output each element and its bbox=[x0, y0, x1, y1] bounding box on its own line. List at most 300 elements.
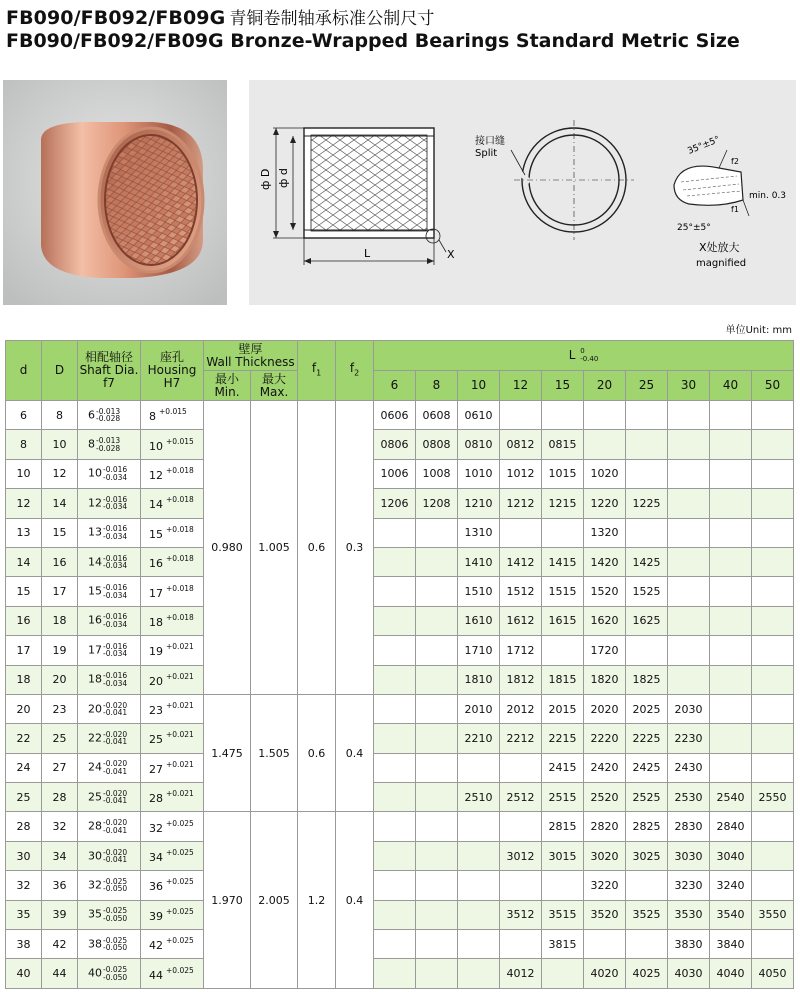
cell-code: 2020 bbox=[584, 694, 626, 723]
cell-code bbox=[416, 783, 458, 812]
shaft-tol-upper: -0.016 bbox=[103, 612, 128, 622]
technical-drawing bbox=[249, 80, 796, 305]
cell-housing bbox=[141, 430, 204, 459]
cell-code: 2825 bbox=[626, 812, 668, 841]
shaft-value: 14 bbox=[88, 555, 102, 569]
cell-code: 1710 bbox=[458, 636, 500, 665]
cell-code: 4020 bbox=[584, 959, 626, 988]
cell-code bbox=[584, 430, 626, 459]
cell-code bbox=[710, 636, 752, 665]
phi-D-label: ф D bbox=[259, 168, 272, 190]
cell-code: 3530 bbox=[668, 900, 710, 929]
cell-code bbox=[668, 577, 710, 606]
shaft-tol-upper: -0.016 bbox=[103, 553, 128, 563]
wall-en: Wall Thickness bbox=[206, 354, 295, 369]
cell-code bbox=[710, 547, 752, 576]
shaft-tol-upper: -0.013 bbox=[96, 406, 121, 416]
cell-housing bbox=[141, 783, 204, 812]
cell-shaft bbox=[78, 606, 141, 635]
cell-code: 3220 bbox=[584, 871, 626, 900]
cell-code bbox=[374, 694, 416, 723]
table-row bbox=[6, 459, 794, 488]
col-wall bbox=[204, 341, 298, 371]
housing-en: Housing bbox=[147, 363, 197, 377]
cell-code bbox=[542, 518, 584, 547]
cell-code: 2012 bbox=[500, 694, 542, 723]
shaft-tol-upper: -0.025 bbox=[103, 935, 128, 945]
min-label: min. 0.3 bbox=[749, 191, 787, 201]
table-row bbox=[6, 783, 794, 812]
cell-shaft bbox=[78, 783, 141, 812]
cell-housing bbox=[141, 694, 204, 723]
cell-code: 1525 bbox=[626, 577, 668, 606]
cell-code: 3025 bbox=[626, 841, 668, 870]
shaft-en: Shaft Dia. bbox=[79, 363, 139, 377]
cell-code bbox=[752, 812, 794, 841]
cell-D: 10 bbox=[42, 430, 78, 459]
cell-code bbox=[416, 694, 458, 723]
L-label: L bbox=[364, 247, 371, 260]
cell-code bbox=[710, 401, 752, 430]
cell-code bbox=[626, 518, 668, 547]
cell-code bbox=[374, 547, 416, 576]
shaft-tol-lower: -0.041 bbox=[103, 796, 128, 806]
cell-shaft bbox=[78, 665, 141, 694]
cell-f1: 1.2 bbox=[298, 812, 336, 988]
cell-shaft bbox=[78, 900, 141, 929]
table-row bbox=[6, 812, 794, 841]
cell-code bbox=[374, 930, 416, 959]
cell-code: 3230 bbox=[668, 871, 710, 900]
housing-value: 42 bbox=[149, 939, 163, 953]
cell-D: 44 bbox=[42, 959, 78, 988]
L-tol-upper: 0 bbox=[580, 347, 585, 355]
cell-housing bbox=[141, 489, 204, 518]
cell-d: 8 bbox=[6, 430, 42, 459]
housing-tol: +0.021 bbox=[166, 701, 194, 711]
L-head: L bbox=[568, 348, 576, 362]
cell-code: 3540 bbox=[710, 900, 752, 929]
magnified-en-label: magnified bbox=[696, 258, 747, 269]
col-L-25: 25 bbox=[626, 371, 668, 401]
housing-tol: +0.018 bbox=[166, 612, 194, 622]
cell-code bbox=[752, 871, 794, 900]
cell-D: 20 bbox=[42, 665, 78, 694]
cell-code: 1208 bbox=[416, 489, 458, 518]
cell-code bbox=[416, 753, 458, 782]
cell-D: 39 bbox=[42, 900, 78, 929]
cell-code: 3520 bbox=[584, 900, 626, 929]
unit-note: 单位Unit: mm bbox=[725, 325, 792, 336]
cell-f2: 0.4 bbox=[336, 812, 374, 988]
cell-code: 1512 bbox=[500, 577, 542, 606]
cell-code bbox=[416, 577, 458, 606]
cell-code: 1012 bbox=[500, 459, 542, 488]
bearing-photo bbox=[3, 80, 227, 305]
table-row bbox=[6, 724, 794, 753]
housing-tol: +0.021 bbox=[166, 789, 194, 799]
housing-value: 18 bbox=[149, 615, 163, 629]
cell-shaft bbox=[78, 430, 141, 459]
cell-D: 34 bbox=[42, 841, 78, 870]
housing-value: 19 bbox=[149, 645, 163, 659]
cell-housing bbox=[141, 636, 204, 665]
angle-35-label: 35°±5° bbox=[686, 134, 722, 157]
cell-code: 0606 bbox=[374, 401, 416, 430]
cell-D: 36 bbox=[42, 871, 78, 900]
cell-code bbox=[374, 724, 416, 753]
shaft-value: 16 bbox=[88, 613, 102, 627]
cell-housing bbox=[141, 606, 204, 635]
cell-code bbox=[458, 753, 500, 782]
magnified-cn-label: X处放大 bbox=[699, 241, 740, 254]
cell-code bbox=[626, 871, 668, 900]
cell-code: 2015 bbox=[542, 694, 584, 723]
cell-code: 1425 bbox=[626, 547, 668, 576]
shaft-tol-lower: -0.041 bbox=[103, 737, 128, 747]
shaft-tol-upper: -0.016 bbox=[103, 583, 128, 593]
cell-code: 3830 bbox=[668, 930, 710, 959]
cell-code bbox=[752, 577, 794, 606]
table-row bbox=[6, 577, 794, 606]
cell-code: 1612 bbox=[500, 606, 542, 635]
cell-d: 16 bbox=[6, 606, 42, 635]
cell-code bbox=[626, 459, 668, 488]
bearing-dimension-diagram bbox=[249, 80, 796, 305]
cell-code bbox=[626, 430, 668, 459]
shaft-tol-lower: -0.050 bbox=[103, 972, 128, 982]
cell-code: 1820 bbox=[584, 665, 626, 694]
cell-code bbox=[710, 577, 752, 606]
cell-code bbox=[458, 959, 500, 988]
cell-code: 1206 bbox=[374, 489, 416, 518]
housing-value: 10 bbox=[149, 439, 163, 453]
cell-code: 3512 bbox=[500, 900, 542, 929]
cell-D: 28 bbox=[42, 783, 78, 812]
cell-min: 1.970 bbox=[204, 812, 251, 988]
cell-f2: 0.3 bbox=[336, 401, 374, 695]
phi-d-label: ф d bbox=[277, 168, 290, 188]
col-L-8: 8 bbox=[416, 371, 458, 401]
cell-code: 1825 bbox=[626, 665, 668, 694]
shaft-tol-upper: -0.013 bbox=[96, 436, 121, 446]
cell-d: 38 bbox=[6, 930, 42, 959]
cell-d: 15 bbox=[6, 577, 42, 606]
shaft-cn: 相配轴径 bbox=[84, 350, 133, 364]
shaft-tol-upper: -0.016 bbox=[103, 465, 128, 475]
f1-sub: 1 bbox=[316, 368, 322, 378]
cell-code: 2520 bbox=[584, 783, 626, 812]
cell-code bbox=[416, 606, 458, 635]
cell-housing bbox=[141, 401, 204, 430]
cell-code bbox=[752, 753, 794, 782]
shaft-value: 40 bbox=[88, 966, 102, 980]
shaft-value: 24 bbox=[88, 760, 102, 774]
cell-code bbox=[668, 606, 710, 635]
cell-code: 1010 bbox=[458, 459, 500, 488]
col-f1 bbox=[298, 341, 336, 401]
shaft-tol-upper: -0.025 bbox=[103, 965, 128, 975]
split-en-label: Split bbox=[475, 148, 498, 159]
cell-code: 2425 bbox=[626, 753, 668, 782]
cell-code bbox=[668, 459, 710, 488]
cell-housing bbox=[141, 724, 204, 753]
housing-value: 44 bbox=[149, 968, 163, 982]
cell-shaft bbox=[78, 459, 141, 488]
cell-d: 6 bbox=[6, 401, 42, 430]
cell-code bbox=[374, 636, 416, 665]
cell-code: 2210 bbox=[458, 724, 500, 753]
cell-D: 12 bbox=[42, 459, 78, 488]
cell-code bbox=[374, 871, 416, 900]
cell-d: 13 bbox=[6, 518, 42, 547]
cell-code: 1510 bbox=[458, 577, 500, 606]
cell-D: 23 bbox=[42, 694, 78, 723]
cell-code bbox=[710, 606, 752, 635]
title-code: FB090/FB092/FB09G bbox=[6, 7, 226, 29]
table-row bbox=[6, 959, 794, 988]
cell-shaft bbox=[78, 547, 141, 576]
cell-housing bbox=[141, 753, 204, 782]
cell-code bbox=[668, 401, 710, 430]
shaft-tol-lower: -0.041 bbox=[103, 766, 128, 776]
cell-housing bbox=[141, 459, 204, 488]
cell-code bbox=[542, 959, 584, 988]
cell-code: 3240 bbox=[710, 871, 752, 900]
cell-f1: 0.6 bbox=[298, 401, 336, 695]
cell-shaft bbox=[78, 930, 141, 959]
cell-code bbox=[668, 547, 710, 576]
shaft-tol-lower: -0.041 bbox=[103, 825, 128, 835]
table-row bbox=[6, 694, 794, 723]
cell-code bbox=[752, 665, 794, 694]
shaft-value: 22 bbox=[88, 731, 102, 745]
cell-code bbox=[416, 547, 458, 576]
shaft-tol-upper: -0.016 bbox=[103, 641, 128, 651]
cell-code: 0610 bbox=[458, 401, 500, 430]
cell-housing bbox=[141, 812, 204, 841]
cell-code bbox=[416, 636, 458, 665]
cell-code bbox=[500, 812, 542, 841]
cell-code bbox=[374, 753, 416, 782]
cell-shaft bbox=[78, 636, 141, 665]
shaft-tol-upper: -0.016 bbox=[103, 494, 128, 504]
cell-code: 1225 bbox=[626, 489, 668, 518]
cell-code bbox=[626, 636, 668, 665]
shaft-tol-upper: -0.025 bbox=[103, 906, 128, 916]
cell-code bbox=[710, 518, 752, 547]
shaft-tol-upper: -0.020 bbox=[103, 788, 128, 798]
cell-code: 1610 bbox=[458, 606, 500, 635]
col-L-15: 15 bbox=[542, 371, 584, 401]
angle-25-label: 25°±5° bbox=[677, 223, 711, 233]
table-row bbox=[6, 841, 794, 870]
cell-code: 2420 bbox=[584, 753, 626, 782]
cell-code: 4025 bbox=[626, 959, 668, 988]
col-L-50: 50 bbox=[752, 371, 794, 401]
housing-cn: 座孔 bbox=[159, 350, 184, 364]
cell-code: 2525 bbox=[626, 783, 668, 812]
cell-code: 1212 bbox=[500, 489, 542, 518]
cell-shaft bbox=[78, 753, 141, 782]
cell-code bbox=[626, 401, 668, 430]
housing-value: 39 bbox=[149, 909, 163, 923]
shaft-tol-lower: -0.034 bbox=[103, 561, 128, 571]
cell-code: 2840 bbox=[710, 812, 752, 841]
housing-tol: +0.025 bbox=[166, 936, 194, 946]
table-row bbox=[6, 518, 794, 547]
shaft-tol-lower: -0.050 bbox=[103, 884, 128, 894]
cell-code bbox=[752, 401, 794, 430]
shaft-tol-lower: -0.050 bbox=[103, 943, 128, 953]
cell-code bbox=[626, 930, 668, 959]
cell-code: 1015 bbox=[542, 459, 584, 488]
cell-code: 4050 bbox=[752, 959, 794, 988]
cell-code bbox=[500, 871, 542, 900]
col-housing bbox=[141, 341, 204, 401]
cell-code bbox=[668, 518, 710, 547]
cell-code: 1810 bbox=[458, 665, 500, 694]
cell-code: 3030 bbox=[668, 841, 710, 870]
cell-code bbox=[458, 812, 500, 841]
cell-code bbox=[752, 694, 794, 723]
cell-code: 3040 bbox=[710, 841, 752, 870]
cell-code bbox=[584, 401, 626, 430]
cell-housing bbox=[141, 900, 204, 929]
cell-shaft bbox=[78, 959, 141, 988]
shaft-tol-lower: -0.034 bbox=[103, 678, 128, 688]
shaft-tol-upper: -0.020 bbox=[103, 700, 128, 710]
cell-code: 2215 bbox=[542, 724, 584, 753]
col-shaft bbox=[78, 341, 141, 401]
cell-code bbox=[416, 724, 458, 753]
housing-tol: +0.025 bbox=[166, 877, 194, 887]
f2-label: f2 bbox=[731, 157, 739, 166]
cell-code: 2230 bbox=[668, 724, 710, 753]
col-D: D bbox=[42, 341, 78, 401]
cell-code: 3815 bbox=[542, 930, 584, 959]
shaft-tol-lower: -0.034 bbox=[103, 472, 128, 482]
cell-code: 1020 bbox=[584, 459, 626, 488]
cell-code: 3015 bbox=[542, 841, 584, 870]
cell-code: 1812 bbox=[500, 665, 542, 694]
cell-code: 2540 bbox=[710, 783, 752, 812]
cell-min: 0.980 bbox=[204, 401, 251, 695]
cell-d: 28 bbox=[6, 812, 42, 841]
shaft-value: 8 bbox=[88, 437, 95, 451]
shaft-tol-lower: -0.034 bbox=[103, 502, 128, 512]
cell-shaft bbox=[78, 489, 141, 518]
cell-shaft bbox=[78, 577, 141, 606]
shaft-value: 35 bbox=[88, 907, 102, 921]
shaft-value: 18 bbox=[88, 672, 102, 686]
shaft-value: 13 bbox=[88, 525, 102, 539]
col-min bbox=[204, 371, 251, 401]
shaft-tol-upper: -0.016 bbox=[103, 524, 128, 534]
cell-code: 1320 bbox=[584, 518, 626, 547]
cell-code: 0810 bbox=[458, 430, 500, 459]
shaft-value: 6 bbox=[88, 408, 95, 422]
shaft-tol-lower: -0.034 bbox=[103, 531, 128, 541]
housing-tol: +0.018 bbox=[166, 465, 194, 475]
housing-value: 8 bbox=[149, 410, 156, 424]
shaft-value: 17 bbox=[88, 643, 102, 657]
cell-code bbox=[500, 930, 542, 959]
cell-code bbox=[416, 871, 458, 900]
cell-code: 2025 bbox=[626, 694, 668, 723]
col-L-6: 6 bbox=[374, 371, 416, 401]
table-row bbox=[6, 900, 794, 929]
shaft-value: 28 bbox=[88, 819, 102, 833]
max-en: Max. bbox=[259, 384, 289, 399]
cell-code: 2550 bbox=[752, 783, 794, 812]
housing-tol: +0.018 bbox=[166, 554, 194, 564]
housing-tol: +0.021 bbox=[166, 671, 194, 681]
page-title-cn bbox=[6, 4, 435, 29]
cell-d: 20 bbox=[6, 694, 42, 723]
shaft-value: 30 bbox=[88, 849, 102, 863]
cell-code bbox=[752, 841, 794, 870]
cell-code: 2830 bbox=[668, 812, 710, 841]
cell-shaft bbox=[78, 401, 141, 430]
shaft-tol-lower: -0.041 bbox=[103, 855, 128, 865]
cell-d: 10 bbox=[6, 459, 42, 488]
shaft-value: 25 bbox=[88, 790, 102, 804]
cell-d: 30 bbox=[6, 841, 42, 870]
cell-code bbox=[416, 930, 458, 959]
bronze-bearing-image bbox=[3, 80, 227, 305]
page-title-en: FB090/FB092/FB09G Bronze-Wrapped Bearings Standard Metric Size bbox=[6, 30, 740, 52]
housing-value: 32 bbox=[149, 821, 163, 835]
cell-code bbox=[752, 489, 794, 518]
cell-code: 1720 bbox=[584, 636, 626, 665]
min-cn: 最小 bbox=[214, 371, 239, 386]
cell-code bbox=[416, 812, 458, 841]
cell-shaft bbox=[78, 841, 141, 870]
cell-code bbox=[458, 930, 500, 959]
housing-value: 28 bbox=[149, 792, 163, 806]
shaft-tol-upper: -0.025 bbox=[103, 876, 128, 886]
cell-d: 17 bbox=[6, 636, 42, 665]
housing-value: 36 bbox=[149, 880, 163, 894]
cell-code bbox=[416, 959, 458, 988]
housing-value: 27 bbox=[149, 762, 163, 776]
cell-code: 1615 bbox=[542, 606, 584, 635]
X-label: X bbox=[447, 248, 455, 261]
cell-code: 3525 bbox=[626, 900, 668, 929]
cell-code: 2225 bbox=[626, 724, 668, 753]
cell-D: 27 bbox=[42, 753, 78, 782]
cell-code: 2030 bbox=[668, 694, 710, 723]
cell-code: 1220 bbox=[584, 489, 626, 518]
table-row bbox=[6, 606, 794, 635]
shaft-tol-lower: -0.050 bbox=[103, 913, 128, 923]
cell-code bbox=[710, 430, 752, 459]
housing-value: 17 bbox=[149, 586, 163, 600]
cell-code: 3012 bbox=[500, 841, 542, 870]
housing-tol: +0.021 bbox=[166, 642, 194, 652]
shaft-tol-upper: -0.020 bbox=[103, 729, 128, 739]
table-row bbox=[6, 753, 794, 782]
cell-code bbox=[416, 665, 458, 694]
cell-code bbox=[416, 518, 458, 547]
cell-D: 25 bbox=[42, 724, 78, 753]
shaft-value: 15 bbox=[88, 584, 102, 598]
cell-code: 2530 bbox=[668, 783, 710, 812]
cell-code: 2415 bbox=[542, 753, 584, 782]
housing-tol: +0.015 bbox=[159, 407, 187, 417]
housing-tol: H7 bbox=[163, 376, 181, 390]
